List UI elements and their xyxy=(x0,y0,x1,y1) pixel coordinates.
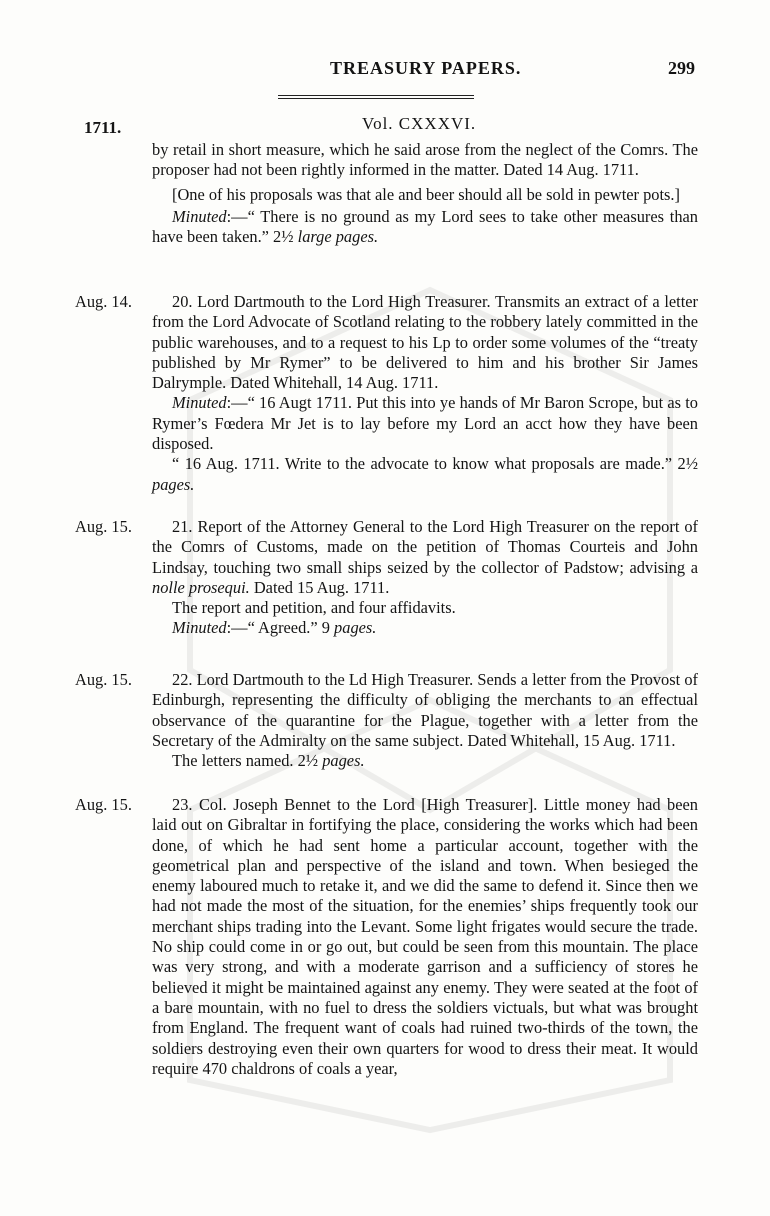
entry-extra xyxy=(152,751,698,771)
continuation-text: by retail in short measure, which he said arose from the neglect of the Comrs. The proposer had not been rightly informed in the matter. Dated 14 Aug. 1711. xyxy=(152,140,698,180)
body-italic: nolle prosequi. xyxy=(152,577,250,597)
entry-body: 20. Lord Dartmouth to the Lord High Treasurer. Transmits an extract of a letter from the Lord Advocate of Scotland relating to the robbery lately committed in the public warehouses, and to a request to his Lp to order some volumes of the “treaty published by Mr Rymer” to be delivered to him and his brother Sir James Dalrymple. Dated Whitehall, 14 Aug. 1711. xyxy=(152,292,698,393)
entry-20 xyxy=(152,292,698,495)
entry-body xyxy=(152,517,698,598)
pages-label: large pages. xyxy=(297,227,379,247)
page-number: 299 xyxy=(668,58,695,78)
entry-body: 23. Col. Joseph Bennet to the Lord [High Treasurer]. Little money had been laid out on Gibraltar in fortifying the place, considering the works which had been done, of which he had sent home a particular account, together with the geometrical plan and perspective of the island and town. When besieged the enemy laboured much to retake it, and we did the same to defend it. Since then we had not made the most of the situation, for the enemies’ ships frequently took our merchant ships trading into the Levant. Some light frigates would secure the trade. No ship could come in or go out, but could be seen from this mountain. The place was very strong, and with a moderate garrison and a sufficiency of stores he believed it might be maintained against any enemy. They were seated at the foot of a bare mountain, with no fuel to dress the soldiers victuals, but what was brought from England. The frequent want of coals had ruined two-thirds of the town, the soldiers destroying even their own quarters for wood to dress their meat. It would require 470 chaldrons of coals a year, xyxy=(152,795,698,1078)
extra-text: The letters named. 2½ xyxy=(172,751,323,771)
entry-date: Aug. 15. xyxy=(75,517,132,536)
minuted-label: Minuted xyxy=(172,393,227,413)
body-start: 21. Report of the Attorney General to the Lord High Treasurer on the report of the Comrs of Customs, made on the petition of Thomas Courteis and John Lindsay, touching two small ships seized by the collector of Padstow; advising a xyxy=(152,517,698,577)
minuted-text: :—“ Agreed.” 9 xyxy=(226,618,335,638)
entry-date: Aug. 15. xyxy=(75,795,132,814)
page-header xyxy=(0,58,770,86)
minuted-label: Minuted xyxy=(172,206,227,226)
entry-23 xyxy=(152,795,698,1079)
volume-label: Vol. CXXXVI. xyxy=(362,114,477,133)
year-label: 1711. xyxy=(84,118,122,137)
continuation-block xyxy=(152,140,698,247)
entry-minute xyxy=(152,618,698,638)
running-title: TREASURY PAPERS. xyxy=(330,58,522,78)
entry-22 xyxy=(152,670,698,771)
continuation-minute xyxy=(152,207,698,248)
entry-date: Aug. 14. xyxy=(75,292,132,311)
body-end: Dated 15 Aug. 1711. xyxy=(249,577,390,597)
entry-extra: The report and petition, and four affidavits. xyxy=(172,598,456,618)
entry-date: Aug. 15. xyxy=(75,670,132,689)
entry-body: 22. Lord Dartmouth to the Ld High Treasurer. Sends a letter from the Provost of Edinburgh, representing the difficulty of obliging the merchants to an effectual observance of the quarantine for the Plague, together with a letter from the Secretary of the Admiralty on the same subject. Dated Whitehall, 15 Aug. 1711. xyxy=(152,670,698,750)
pages-label: pages. xyxy=(334,618,377,638)
minuted-label: Minuted xyxy=(172,618,227,638)
entry-extra xyxy=(152,454,698,495)
entry-minute xyxy=(152,393,698,454)
continuation-note: [One of his proposals was that ale and beer should all be sold in pewter pots.] xyxy=(172,184,680,204)
extra-text: “ 16 Aug. 1711. Write to the advocate to know what proposals are made.” 2½ xyxy=(172,454,698,474)
pages-label: pages. xyxy=(322,751,365,771)
pages-label: pages. xyxy=(152,474,195,494)
minuted-text: :—“ 16 Augt 1711. Put this into ye hands of Mr Baron Scrope, but as to Rymer’s Fœdera Mr Jet is to lay before my Lord an acct how they have been disposed. xyxy=(152,393,698,454)
entry-21 xyxy=(152,517,698,639)
header-rule xyxy=(278,95,474,96)
header-rule-thin xyxy=(278,98,474,99)
minuted-text: :—“ There is no ground as my Lord sees to take other measures than have been taken.” 2½ xyxy=(152,206,698,247)
